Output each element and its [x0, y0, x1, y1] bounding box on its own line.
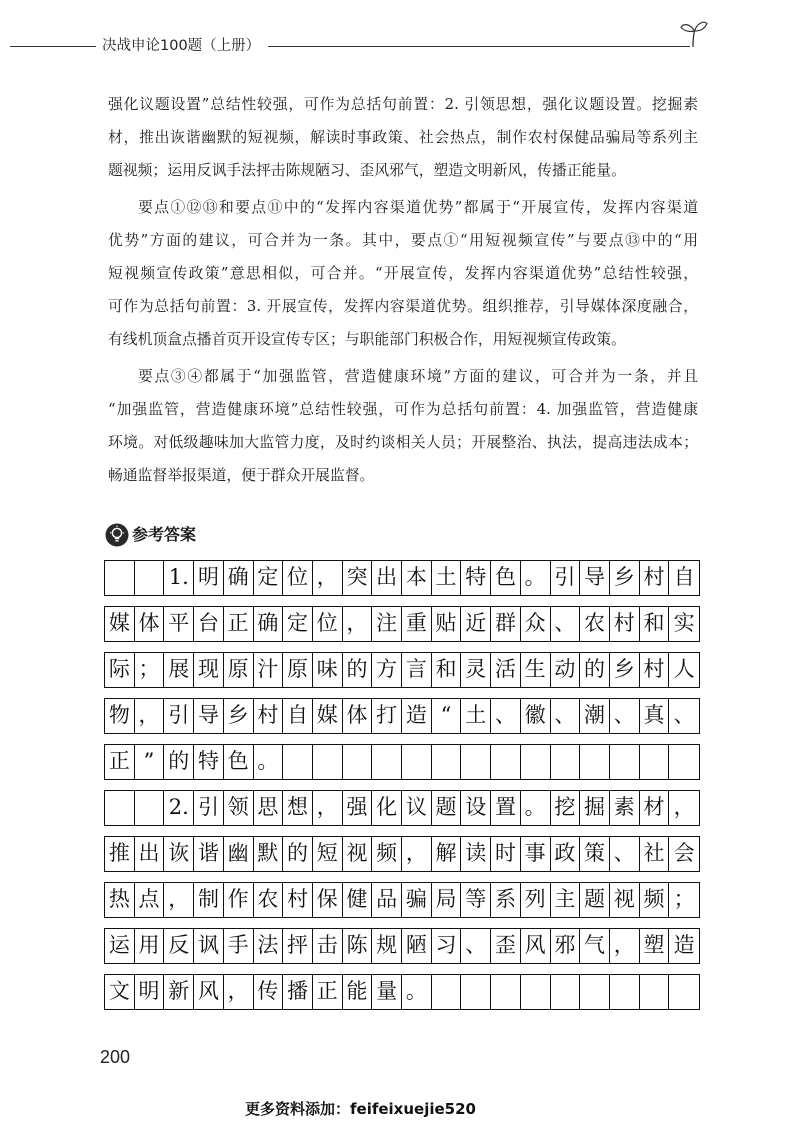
grid-cell: 乡: [224, 699, 254, 733]
grid-cell: 村: [283, 883, 313, 917]
grid-cell: 平: [164, 607, 194, 641]
grid-cell: 村: [610, 607, 640, 641]
grid-cell: 歪: [491, 929, 521, 963]
grid-row: [104, 836, 700, 872]
grid-cell: 色: [491, 561, 521, 595]
grid-cell: 近: [461, 607, 491, 641]
grid-cell: [135, 791, 165, 825]
grid-cell: 保: [313, 883, 343, 917]
answer-grid: [104, 560, 700, 1020]
grid-cell: 用: [135, 929, 165, 963]
grid-cell: 挖: [551, 791, 581, 825]
grid-row: [104, 560, 700, 596]
grid-cell: [372, 745, 402, 779]
grid-cell: 乡: [610, 561, 640, 595]
grid-cell: 强: [343, 791, 373, 825]
grid-cell: 灵: [461, 653, 491, 687]
grid-cell: 频: [372, 837, 402, 871]
grid-cell: 实: [673, 611, 695, 635]
grid-cell: 解: [432, 837, 462, 871]
grid-cell: 量: [372, 975, 402, 1009]
grid-cell: 出: [135, 837, 165, 871]
page-number: 200: [100, 1047, 131, 1067]
grid-cell: 言: [402, 653, 432, 687]
grid-cell: 特: [461, 561, 491, 595]
grid-cell: 本: [402, 561, 432, 595]
grid-cell: ，: [224, 975, 254, 1009]
grid-cell: 议: [402, 791, 432, 825]
grid-cell: 造: [673, 933, 695, 957]
grid-cell: ；: [135, 653, 165, 687]
grid-cell: [551, 745, 581, 779]
text-line: 要点①⑫⑬和要点⑪中的“发挥内容渠道优势”都属于“开展宣传，发挥内容渠道: [138, 199, 698, 216]
grid-cell: 和: [640, 607, 670, 641]
grid-cell: 会: [673, 841, 695, 865]
grid-cell: 谐: [194, 837, 224, 871]
grid-cell: 味: [313, 653, 343, 687]
grid-cell: 邪: [551, 929, 581, 963]
grid-cell: “: [432, 699, 462, 733]
grid-cell: 政: [551, 837, 581, 871]
grid-cell: 的: [283, 837, 313, 871]
grid-cell: 村: [640, 561, 670, 595]
grid-cell: [580, 975, 610, 1009]
grid-cell: 、: [673, 703, 695, 727]
grid-cell: 村: [254, 699, 284, 733]
answer-heading: 参考答案: [132, 525, 197, 544]
text-line: 材，推出诙谐幽默的短视频，解读时事政策、社会热点，制作农村保健品骗局等系列主: [108, 129, 698, 146]
grid-cell: 思: [254, 791, 284, 825]
grid-row: [104, 974, 700, 1010]
text-line: 有线机顶盒点播首页开设宣传专区；与职能部门积极合作，用短视频宣传政策。: [108, 331, 626, 348]
grid-cell: 原: [224, 653, 254, 687]
paragraph: [108, 191, 698, 356]
grid-cell: 现: [194, 653, 224, 687]
grid-cell: 土: [432, 561, 462, 595]
grid-cell: ”: [135, 745, 165, 779]
grid-cell: [580, 745, 610, 779]
grid-row: [104, 928, 700, 964]
grid-cell: 真: [640, 699, 670, 733]
grid-cell: [343, 745, 373, 779]
grid-cell: 事: [521, 837, 551, 871]
grid-cell: 、: [610, 699, 640, 733]
grid-cell: 活: [491, 653, 521, 687]
grid-cell: ，: [343, 607, 373, 641]
grid-cell: 习: [432, 929, 462, 963]
grid-cell: [640, 975, 670, 1009]
analysis-text: [108, 88, 698, 492]
sprout-icon: [679, 19, 709, 47]
grid-cell: [669, 975, 699, 1009]
grid-cell: 推: [105, 837, 135, 871]
grid-cell: 农: [580, 607, 610, 641]
grid-cell: 乡: [610, 653, 640, 687]
grid-cell: 自: [673, 565, 695, 589]
grid-cell: 的: [580, 653, 610, 687]
grid-cell: 主: [551, 883, 581, 917]
grid-cell: 汁: [254, 653, 284, 687]
grid-cell: 出: [372, 561, 402, 595]
grid-cell: 台: [194, 607, 224, 641]
grid-cell: 村: [640, 653, 670, 687]
grid-cell: 视: [610, 883, 640, 917]
header-rule-left: [10, 46, 96, 47]
grid-cell: 明: [135, 975, 165, 1009]
grid-cell: [491, 975, 521, 1009]
grid-row: [104, 744, 700, 780]
paragraph: [108, 88, 698, 187]
grid-cell: 法: [254, 929, 284, 963]
text-line: 强化议题设置”总结性较强，可作为总括句前置：2. 引领思想，强化议题设置。挖掘素: [108, 96, 698, 113]
grid-cell: 作: [224, 883, 254, 917]
grid-cell: ；: [673, 887, 695, 911]
grid-row: [104, 698, 700, 734]
grid-cell: 播: [283, 975, 313, 1009]
grid-cell: 色: [224, 745, 254, 779]
grid-cell: 掘: [580, 791, 610, 825]
grid-cell: 击: [313, 929, 343, 963]
grid-cell: [105, 791, 135, 825]
grid-cell: 领: [224, 791, 254, 825]
grid-cell: 、: [610, 837, 640, 871]
grid-cell: 能: [343, 975, 373, 1009]
grid-cell: 素: [610, 791, 640, 825]
footer-note: 更多资料添加：feifeixuejie520: [245, 1100, 476, 1118]
grid-cell: [461, 975, 491, 1009]
grid-cell: 热: [105, 883, 135, 917]
grid-cell: 引: [164, 699, 194, 733]
grid-cell: 生: [521, 653, 551, 687]
grid-cell: [640, 745, 670, 779]
grid-cell: 人: [673, 657, 695, 681]
grid-cell: 潮: [580, 699, 610, 733]
grid-cell: 等: [461, 883, 491, 917]
text-line: 环境。对低级趣味加大监管力度，及时约谈相关人员；开展整治、执法，提高违法成本；: [108, 434, 698, 451]
grid-row: [104, 652, 700, 688]
text-line: 优势”方面的建议，可合并为一条。其中，要点①“用短视频宣传”与要点⑬中的“用: [108, 232, 698, 249]
grid-cell: 局: [432, 883, 462, 917]
grid-cell: 正: [224, 607, 254, 641]
grid-cell: [551, 975, 581, 1009]
grid-cell: 时: [491, 837, 521, 871]
grid-cell: 造: [402, 699, 432, 733]
grid-row: [104, 882, 700, 918]
grid-cell: ，: [673, 795, 695, 819]
grid-cell: 题: [580, 883, 610, 917]
grid-cell: 气: [580, 929, 610, 963]
grid-cell: 的: [164, 745, 194, 779]
grid-cell: [669, 745, 699, 779]
grid-cell: 原: [283, 653, 313, 687]
grid-cell: 定: [283, 607, 313, 641]
grid-cell: 制: [194, 883, 224, 917]
text-line: 要点③④都属于“加强监管，营造健康环境”方面的建议，可合并为一条，并且: [138, 368, 698, 385]
grid-cell: 展: [164, 653, 194, 687]
grid-cell: [402, 745, 432, 779]
grid-cell: 点: [135, 883, 165, 917]
grid-cell: 设: [461, 791, 491, 825]
header-rule-right: [268, 46, 690, 47]
grid-cell: 置: [491, 791, 521, 825]
grid-cell: 和: [432, 653, 462, 687]
grid-cell: 抨: [283, 929, 313, 963]
lightbulb-badge-icon: [105, 523, 129, 547]
grid-cell: 运: [105, 929, 135, 963]
grid-cell: 物: [105, 699, 135, 733]
grid-cell: 位: [313, 607, 343, 641]
grid-cell: ，: [313, 791, 343, 825]
grid-cell: 明: [194, 561, 224, 595]
grid-cell: 风: [521, 929, 551, 963]
grid-cell: 品: [372, 883, 402, 917]
grid-cell: 陈: [343, 929, 373, 963]
grid-cell: ，: [610, 929, 640, 963]
grid-cell: 、: [491, 699, 521, 733]
grid-cell: 土: [461, 699, 491, 733]
grid-cell: 新: [164, 975, 194, 1009]
grid-cell: 正: [313, 975, 343, 1009]
grid-cell: [432, 975, 462, 1009]
grid-cell: 材: [640, 791, 670, 825]
grid-cell: [521, 975, 551, 1009]
grid-cell: 反: [164, 929, 194, 963]
grid-cell: 。: [521, 561, 551, 595]
running-header-title: 决战申论100题（上册）: [102, 38, 261, 54]
grid-cell: 贴: [432, 607, 462, 641]
grid-row: [104, 606, 700, 642]
grid-cell: [432, 745, 462, 779]
grid-cell: 社: [640, 837, 670, 871]
grid-cell: 默: [254, 837, 284, 871]
grid-cell: ，: [313, 561, 343, 595]
grid-cell: 重: [402, 607, 432, 641]
grid-cell: 、: [551, 699, 581, 733]
grid-cell: 系: [491, 883, 521, 917]
grid-cell: 定: [254, 561, 284, 595]
grid-cell: [610, 745, 640, 779]
grid-cell: 自: [283, 699, 313, 733]
grid-cell: 正: [105, 745, 135, 779]
grid-cell: [283, 745, 313, 779]
grid-cell: 视: [343, 837, 373, 871]
grid-cell: 骗: [402, 883, 432, 917]
grid-cell: 题: [432, 791, 462, 825]
grid-cell: 策: [580, 837, 610, 871]
grid-cell: 媒: [313, 699, 343, 733]
text-line: “加强监管，营造健康环境”总结性较强，可作为总括句前置：4. 加强监管，营造健康: [108, 401, 698, 418]
grid-cell: [461, 745, 491, 779]
grid-cell: 健: [343, 883, 373, 917]
grid-cell: 手: [224, 929, 254, 963]
grid-cell: 际: [105, 653, 135, 687]
grid-cell: [521, 745, 551, 779]
grid-cell: 引: [551, 561, 581, 595]
grid-cell: 。: [402, 975, 432, 1009]
grid-cell: ，: [135, 699, 165, 733]
grid-cell: [135, 561, 165, 595]
grid-cell: 。: [254, 745, 284, 779]
grid-cell: 导: [580, 561, 610, 595]
grid-cell: ，: [402, 837, 432, 871]
grid-cell: 陋: [402, 929, 432, 963]
grid-cell: 位: [283, 561, 313, 595]
grid-cell: 规: [372, 929, 402, 963]
grid-cell: 农: [254, 883, 284, 917]
grid-cell: 的: [343, 653, 373, 687]
grid-cell: 注: [372, 607, 402, 641]
grid-cell: 群: [491, 607, 521, 641]
paragraph: [108, 360, 698, 492]
grid-cell: 体: [343, 699, 373, 733]
grid-cell: ，: [164, 883, 194, 917]
text-line: 题视频；运用反讽手法抨击陈规陋习、歪风邪气，塑造文明新风，传播正能量。: [108, 162, 626, 179]
grid-cell: 塑: [640, 929, 670, 963]
grid-cell: 2.: [164, 791, 194, 825]
grid-cell: 。: [521, 791, 551, 825]
grid-cell: 、: [461, 929, 491, 963]
grid-cell: 诙: [164, 837, 194, 871]
grid-cell: [105, 561, 135, 595]
grid-cell: 媒: [105, 607, 135, 641]
grid-cell: 1.: [164, 561, 194, 595]
grid-cell: 短: [313, 837, 343, 871]
grid-cell: 突: [343, 561, 373, 595]
grid-cell: 引: [194, 791, 224, 825]
grid-cell: 、: [551, 607, 581, 641]
grid-cell: 风: [194, 975, 224, 1009]
grid-cell: [610, 975, 640, 1009]
grid-cell: 讽: [194, 929, 224, 963]
grid-cell: [313, 745, 343, 779]
grid-cell: 导: [194, 699, 224, 733]
grid-cell: 众: [521, 607, 551, 641]
grid-cell: 动: [551, 653, 581, 687]
grid-cell: 频: [640, 883, 670, 917]
grid-cell: 确: [224, 561, 254, 595]
grid-cell: 列: [521, 883, 551, 917]
grid-cell: 传: [254, 975, 284, 1009]
grid-cell: 化: [372, 791, 402, 825]
grid-cell: 确: [254, 607, 284, 641]
grid-cell: 特: [194, 745, 224, 779]
text-line: 可作为总括句前置：3. 开展宣传，发挥内容渠道优势。组织推荐，引导媒体深度融合，: [108, 298, 698, 315]
grid-cell: 想: [283, 791, 313, 825]
grid-cell: 方: [372, 653, 402, 687]
grid-cell: 打: [372, 699, 402, 733]
grid-cell: [491, 745, 521, 779]
grid-cell: 幽: [224, 837, 254, 871]
grid-cell: 文: [105, 975, 135, 1009]
grid-cell: 徽: [521, 699, 551, 733]
grid-cell: 读: [461, 837, 491, 871]
grid-cell: 体: [135, 607, 165, 641]
grid-row: [104, 790, 700, 826]
text-line: 畅通监督举报渠道，便于群众开展监督。: [108, 467, 375, 484]
text-line: 短视频宣传政策”意思相似，可合并。“开展宣传，发挥内容渠道优势”总结性较强，: [108, 265, 698, 282]
